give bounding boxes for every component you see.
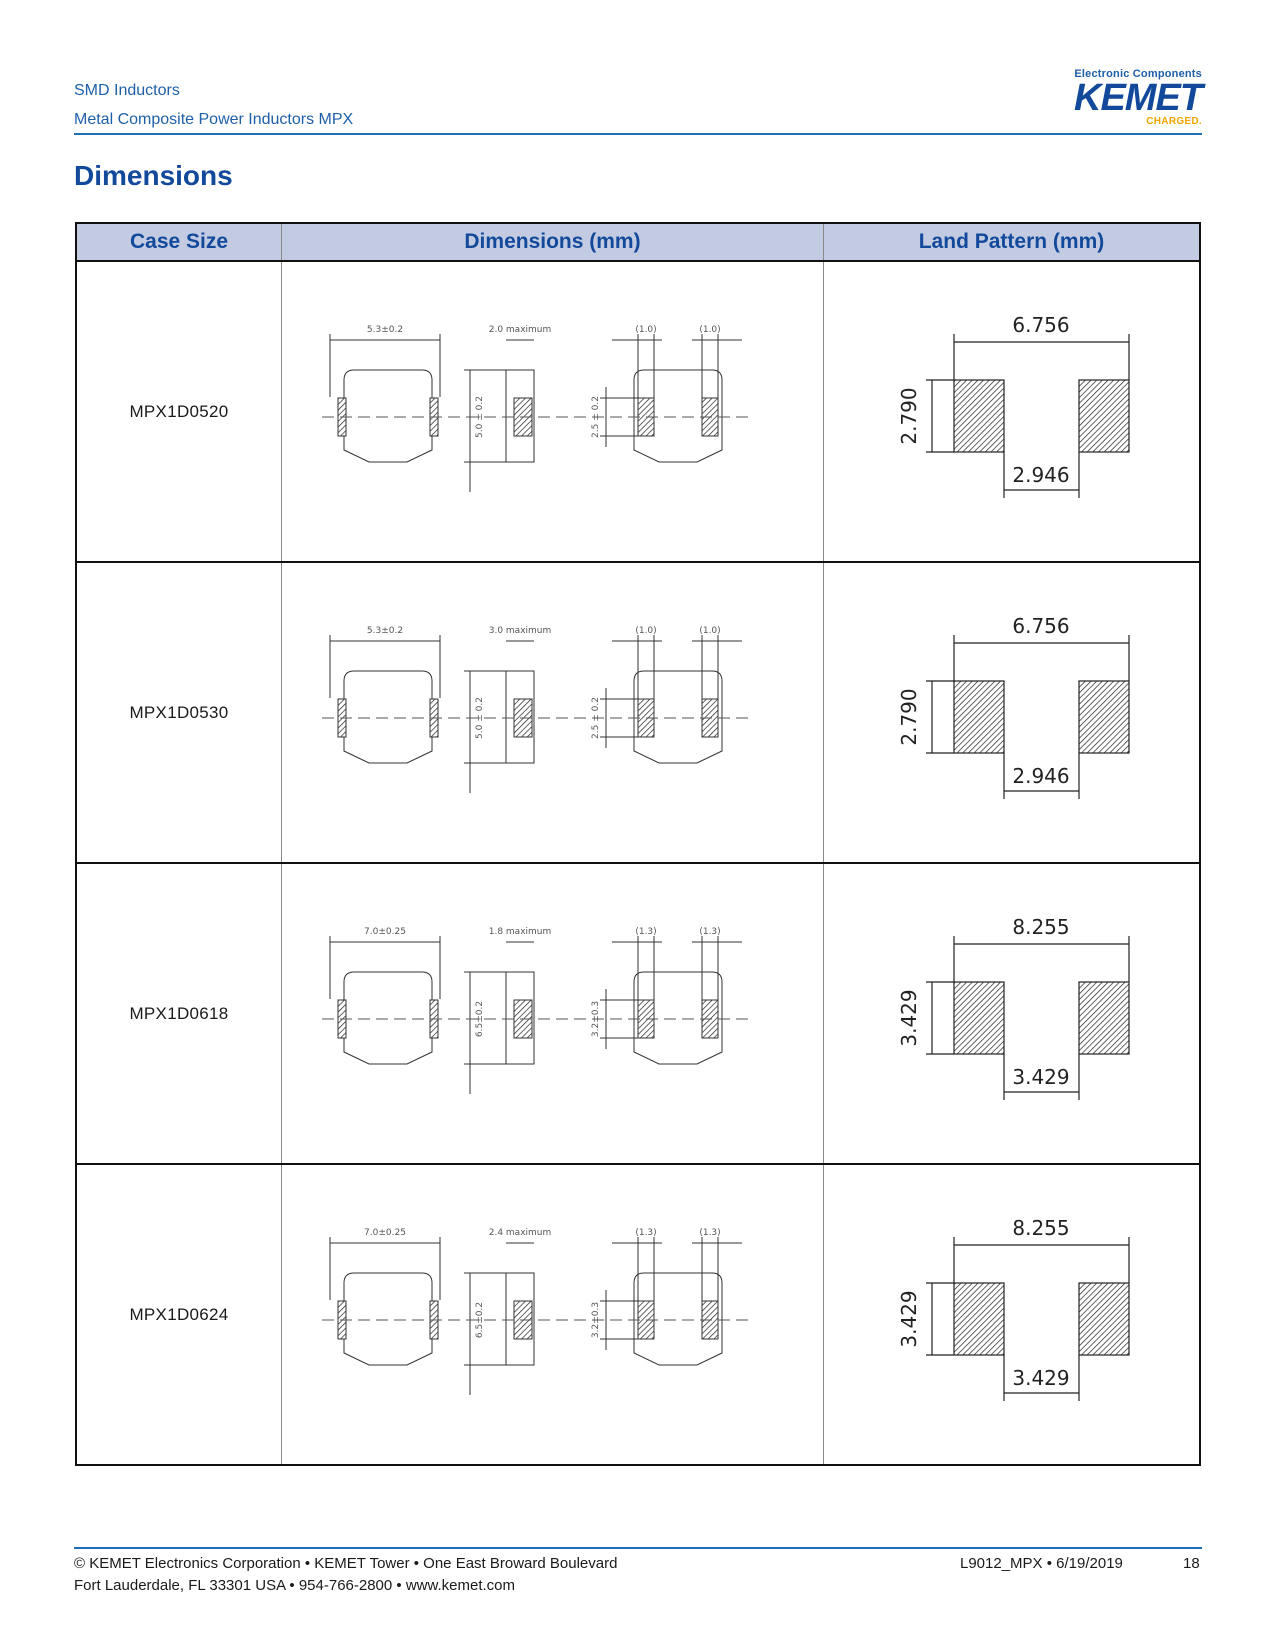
- table-row: [76, 1164, 1200, 1465]
- kemet-logo: [1052, 68, 1202, 132]
- terminal-a-label: (1.3): [635, 927, 657, 937]
- pad-gap-label: 3.429: [1012, 1065, 1070, 1089]
- footer-divider: [74, 1547, 1202, 1549]
- pad-label: 3.2±0.3: [591, 1000, 601, 1038]
- footer-address-line1: © KEMET Electronics Corporation • KEMET Tower • One East Broward Boulevard: [74, 1555, 618, 1572]
- terminal-b-label: (1.0): [699, 325, 721, 335]
- land-pattern-cell: [824, 1164, 1201, 1465]
- overall-span-label: 8.255: [1012, 915, 1070, 939]
- terminal-a-label: (1.0): [635, 325, 657, 335]
- pad-label: 3.2±0.3: [591, 1301, 601, 1339]
- land-pattern-cell: [824, 261, 1201, 562]
- terminal-a-label: (1.3): [635, 1228, 657, 1238]
- width-label: 5.0 ± 0.2: [475, 697, 485, 739]
- land-pattern-drawing: [824, 563, 1199, 862]
- header-land-pattern: Land Pattern (mm): [824, 223, 1201, 261]
- width-label: 6.5±0.2: [475, 1000, 485, 1038]
- section-title: Dimensions: [74, 160, 233, 191]
- header-product-line: Metal Composite Power Inductors MPX: [74, 111, 354, 128]
- pad-height-label: 3.429: [897, 989, 921, 1047]
- dimension-drawing-cell: [282, 1164, 824, 1465]
- table-header-row: [76, 223, 1200, 261]
- overall-span-label: 6.756: [1012, 313, 1070, 337]
- pad-height-label: 2.790: [897, 387, 921, 445]
- land-pattern-drawing: [824, 864, 1199, 1163]
- dimension-drawing: [282, 563, 823, 862]
- dimension-drawing-cell: [282, 562, 824, 863]
- dimension-drawing-cell: [282, 863, 824, 1164]
- header-dimensions: Dimensions (mm): [282, 223, 824, 261]
- length-label: 5.3±0.2: [366, 325, 404, 335]
- land-pattern-drawing: [824, 262, 1199, 561]
- width-label: 5.0 ± 0.2: [475, 396, 485, 438]
- terminal-b-label: (1.0): [699, 626, 721, 636]
- table-row: [76, 863, 1200, 1164]
- logo-wordmark: KEMET: [1074, 77, 1202, 119]
- terminal-b-label: (1.3): [699, 1228, 721, 1238]
- dimension-drawing: [282, 262, 823, 561]
- footer-doc-id: L9012_MPX • 6/19/2019: [960, 1555, 1123, 1572]
- terminal-a-label: (1.0): [635, 626, 657, 636]
- land-pattern-drawing: [824, 1165, 1199, 1464]
- height-label: 2.4 maximum: [488, 1228, 552, 1238]
- pad-gap-label: 2.946: [1012, 764, 1070, 788]
- pad-gap-label: 2.946: [1012, 463, 1070, 487]
- height-label: 2.0 maximum: [488, 325, 552, 335]
- header-case-size: Case Size: [76, 223, 282, 261]
- land-pattern-cell: [824, 863, 1201, 1164]
- length-label: 7.0±0.25: [364, 1228, 406, 1238]
- case-size-cell: MPX1D0520: [76, 261, 282, 562]
- header-category: SMD Inductors: [74, 82, 180, 99]
- case-size-cell: MPX1D0530: [76, 562, 282, 863]
- header-divider: [74, 133, 1202, 135]
- height-label: 1.8 maximum: [488, 927, 552, 937]
- table-row: [76, 261, 1200, 562]
- height-label: 3.0 maximum: [488, 626, 552, 636]
- case-size-cell: MPX1D0618: [76, 863, 282, 1164]
- dimension-drawing-cell: [282, 261, 824, 562]
- pad-gap-label: 3.429: [1012, 1366, 1070, 1390]
- pad-height-label: 3.429: [897, 1290, 921, 1348]
- dimension-drawing: [282, 864, 823, 1163]
- logo-tagline: Electronic Components: [1074, 68, 1202, 80]
- land-pattern-cell: [824, 562, 1201, 863]
- dimensions-table: [75, 222, 1201, 1466]
- overall-span-label: 8.255: [1012, 1216, 1070, 1240]
- pad-label: 2.5 ± 0.2: [591, 697, 601, 739]
- length-label: 7.0±0.25: [364, 927, 406, 937]
- table-row: [76, 562, 1200, 863]
- dimension-drawing: [282, 1165, 823, 1464]
- footer-address-line2: Fort Lauderdale, FL 33301 USA • 954-766-2800 • www.kemet.com: [74, 1577, 516, 1594]
- logo-sub: CHARGED.: [1146, 116, 1202, 127]
- pad-height-label: 2.790: [897, 688, 921, 746]
- length-label: 5.3±0.2: [366, 626, 404, 636]
- overall-span-label: 6.756: [1012, 614, 1070, 638]
- terminal-b-label: (1.3): [699, 927, 721, 937]
- width-label: 6.5±0.2: [475, 1301, 485, 1339]
- pad-label: 2.5 ± 0.2: [591, 396, 601, 438]
- page-number: 18: [1183, 1555, 1200, 1572]
- case-size-cell: MPX1D0624: [76, 1164, 282, 1465]
